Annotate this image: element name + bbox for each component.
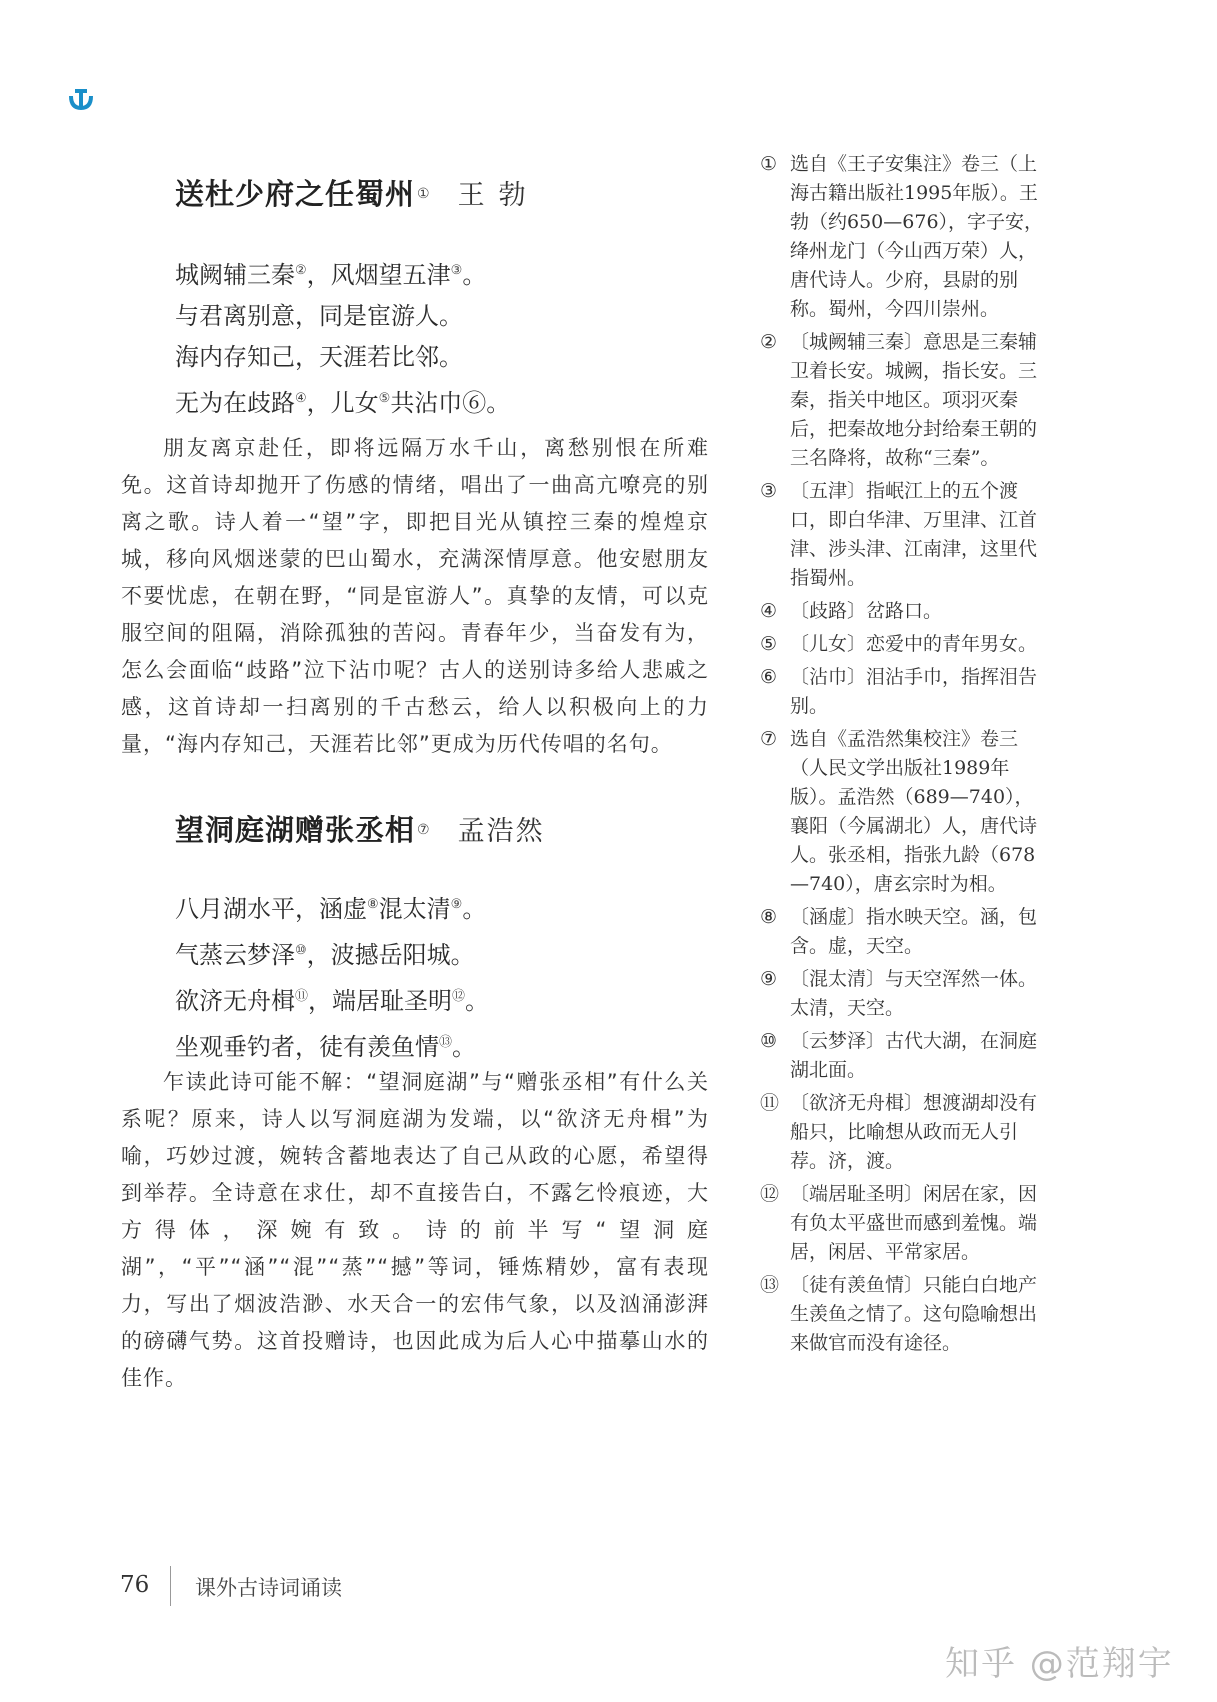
footnote: ② 〔城阙辅三秦〕意思是三秦辅卫着长安。城阙，指长安。三秦，指关中地区。项羽灭秦后，把秦故地分封给秦王朝的三名降将，故称“三秦”。 (760, 331, 1038, 469)
section-title: 课外古诗词诵读 (195, 1576, 342, 1600)
poem1-title-note: ① (417, 185, 430, 202)
footnote: ⑩ 〔云梦泽〕古代大湖，在洞庭湖北面。 (760, 1030, 1038, 1081)
footnote: ⑫ 〔端居耻圣明〕闲居在家，因有负太平盛世而感到羞愧。端居，闲居、平常家居。 (760, 1183, 1038, 1263)
footnote: ④ 〔歧路〕岔路口。 (760, 600, 943, 622)
verse-line: 城阙辅三秦②，风烟望五津③。 (175, 261, 487, 289)
footnote: ⑧ 〔涵虚〕指水映天空。涵，包含。虚，天空。 (760, 906, 1038, 957)
footnote: ⑬ 〔徒有羡鱼情〕只能白白地产生羡鱼之情了。这句隐喻想出来做官而没有途径。 (760, 1274, 1038, 1354)
verse-line: 欲济无舟楫⑪，端居耻圣明⑫。 (175, 987, 490, 1015)
footnotes (760, 150, 1045, 1362)
poem2-header (175, 808, 545, 849)
poem1-title: 送杜少府之任蜀州 (175, 177, 416, 211)
verse-line: 无为在歧路④，儿女⑤共沾巾⑥。 (175, 389, 511, 417)
poem1-commentary: 朋友离京赴任，即将远隔万水千山，离愁别恨在所难免。这首诗却抛开了伤感的情绪，唱出了一曲高亢嘹亮的别离之歌。诗人着一“望”字，即把目光从镇控三秦的煌煌京城，移向风烟迷蒙的巴山蜀水，充满深情厚意。他安慰朋友不要忧虑，在朝在野，“同是宦游人”。真挚的友情，可以克服空间的阻隔，消除孤独的苦闷。青春年少，当奋发有为，怎么会面临“歧路”泣下沾巾呢？古人的送别诗多给人悲戚之感，这首诗却一扫离别的千古愁云，给人以积极向上的力量，“海内存知己，天涯若比邻”更成为历代传唱的名句。 (121, 436, 709, 756)
verse-line: 八月湖水平，涵虚⑧混太清⑨。 (175, 895, 487, 923)
page-number: 76 (120, 1572, 150, 1598)
footnote: ⑪ 〔欲济无舟楫〕想渡湖却没有船只，比喻想从政而无人引荐。济，渡。 (760, 1092, 1038, 1172)
footnote: ① 选自《王子安集注》卷三（上海古籍出版社1995年版）。王勃（约650—676），字子安，绛州龙门（今山西万荣）人，唐代诗人。少府，县尉的别称。蜀州，今四川崇州。 (760, 153, 1044, 320)
poem2-title-note: ⑦ (417, 821, 430, 838)
poem2-title: 望洞庭湖赠张丞相 (175, 813, 416, 847)
poem2-author: 孟浩然 (457, 816, 545, 847)
poem1-header (175, 172, 540, 213)
verse-line: 气蒸云梦泽⑩，波撼岳阳城。 (175, 941, 475, 969)
anchor-logo-icon (68, 86, 94, 112)
footnote: ⑤ 〔儿女〕恋爱中的青年男女。 (760, 633, 1038, 655)
watermark: 知乎 @范翔宇 (945, 1644, 1174, 1684)
verse-line: 与君离别意，同是宦游人。 (175, 302, 463, 330)
verse-line: 海内存知己，天涯若比邻。 (175, 343, 463, 371)
poem2-commentary: 乍读此诗可能不解：“望洞庭湖”与“赠张丞相”有什么关系呢？原来，诗人以写洞庭湖为发端，以“欲济无舟楫”为喻，巧妙过渡，婉转含蓄地表达了自己从政的心愿，希望得到举荐。全诗意在求仕，却不直接告白，不露乞怜痕迹，大方得体，深婉有致。诗的前半写“望洞庭湖”，“平”“涵”“混”“蒸”“撼”等词，锤炼精妙，富有表现力，写出了烟波浩渺、水天合一的宏伟气象，以及汹涌澎湃的磅礴气势。这首投赠诗，也因此成为后人心中描摹山水的佳作。 (121, 1070, 709, 1390)
footnote: ⑥ 〔沾巾〕泪沾手巾，指挥泪告别。 (760, 666, 1038, 717)
footnote: ⑦ 选自《孟浩然集校注》卷三（人民文学出版社1989年版）。孟浩然（689—740），襄阳（今属湖北）人，唐代诗人。张丞相，指张九龄（678—740），唐玄宗时为相。 (760, 728, 1038, 895)
poem1-verse (175, 250, 510, 424)
footnote: ⑨ 〔混太清〕与天空浑然一体。太清，天空。 (760, 968, 1038, 1019)
footnote: ③ 〔五津〕指岷江上的五个渡口，即白华津、万里津、江首津、涉头津、江南津，这里代指蜀州。 (760, 480, 1038, 589)
verse-line: 坐观垂钓者，徒有羡鱼情⑬。 (175, 1033, 477, 1061)
poem1-author: 王勃 (457, 180, 540, 211)
footer-divider (170, 1566, 171, 1606)
poem2-verse (175, 884, 489, 1068)
